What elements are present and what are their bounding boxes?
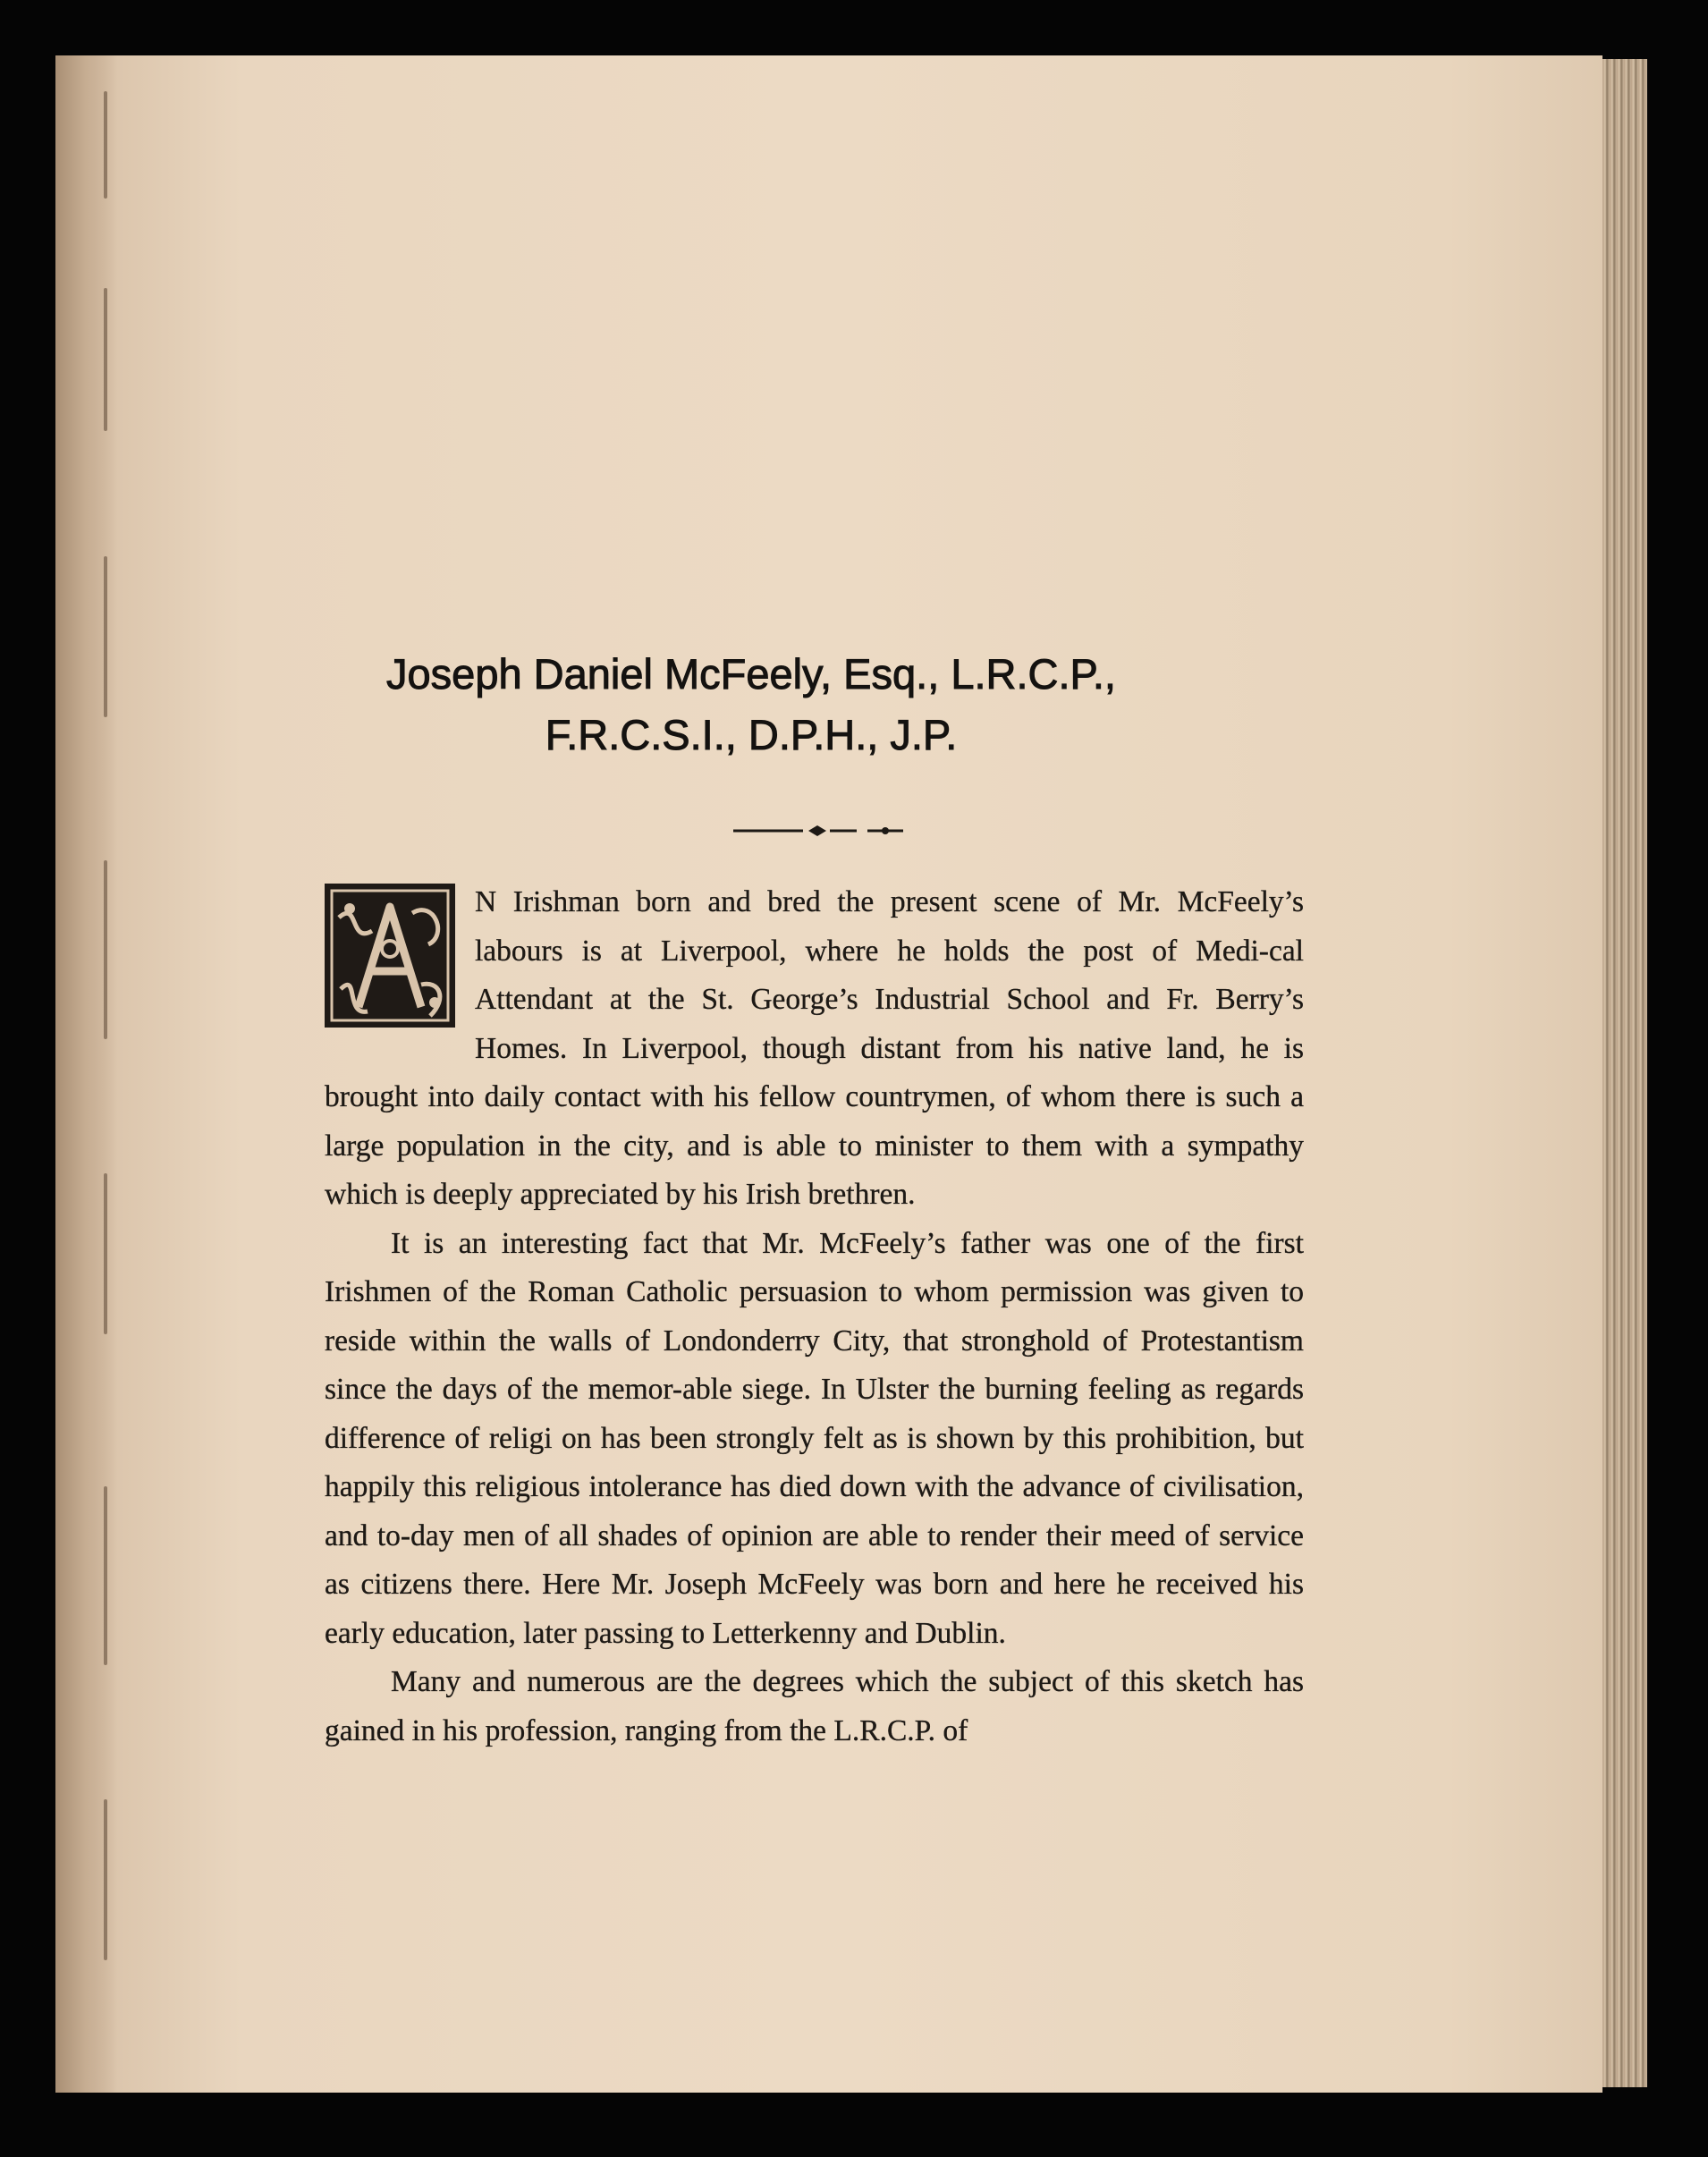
page-title: [268, 644, 1234, 766]
binding-stitch: [104, 91, 107, 199]
paragraph-2: It is an interesting fact that Mr. McFeely’s father was one of the first Irishmen of the Roman Catholic persuasion to whom permission was given to reside within the walls of Londonderry City, that stronghold of Protestantism since the days of the memor-able siege. In Ulster the burning feeling as regards difference of religi on has been strongly felt as is shown by this prohibition, but happily this religious intolerance has died down with the advance of civilisation, and to-day men of all shades of opinion are able to render their meed of service as citizens there. Here Mr. Joseph McFeely was born and here he received his early education, later passing to Letterkenny and Dublin.: [325, 1226, 1304, 1650]
binding-stitch: [104, 1799, 107, 1960]
paragraph-1: [325, 878, 1304, 1220]
title-line-1: Joseph Daniel McFeely, Esq., L.R.C.P.,: [386, 650, 1116, 698]
binding-stitch: [104, 288, 107, 431]
binding-stitch: [104, 1486, 107, 1665]
paragraph-3: Many and numerous are the degrees which the subject of this sketch has gained in his profession, ranging from the L.R.C.P. of: [325, 1665, 1304, 1747]
paragraph-1-text: N Irishman born and bred the present scene of Mr. McFeely’s labours is at Liverpool, where he holds the post of Medi-cal Attendant at the St. George’s Industrial School and Fr. Berry’s Homes. In Liverpool, though distant from his native land, he is brought into daily contact with his fellow countrymen, of whom there is such a large population in the city, and is able to minister to them with a sympathy which is deeply appreciated by his Irish brethren.: [325, 885, 1304, 1211]
article-body: [325, 878, 1304, 1755]
ornamental-rule: [733, 821, 903, 841]
decorated-initial-icon: [323, 882, 457, 1029]
page-gutter: [55, 55, 118, 2093]
binding-stitch: [104, 1173, 107, 1334]
title-line-2: F.R.C.S.I., D.P.H., J.P.: [545, 711, 958, 758]
binding-stitch: [104, 556, 107, 717]
page-edges: [1602, 59, 1647, 2087]
binding-stitch: [104, 860, 107, 1039]
